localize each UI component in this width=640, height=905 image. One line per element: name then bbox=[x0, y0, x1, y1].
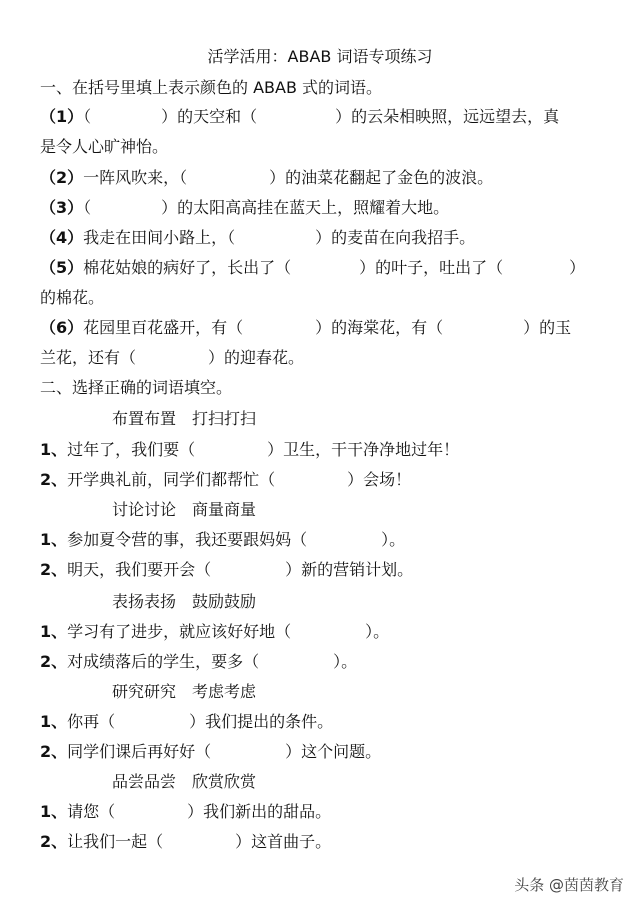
s2-g3-q1: 1、学习有了进步，就应该好好地（ ）。 bbox=[40, 622, 390, 641]
watermark: 头条 @茵茵教育 bbox=[514, 876, 624, 894]
page-title: 活学活用：ABAB 词语专项练习 bbox=[207, 47, 433, 66]
s2-g2-q1: 1、参加夏令营的事，我还要跟妈妈（ ）。 bbox=[40, 530, 406, 549]
s1-q6-line2: 兰花，还有（ ）的迎春花。 bbox=[40, 348, 305, 367]
s2-g3-q2: 2、对成绩落后的学生，要多（ ）。 bbox=[40, 652, 358, 671]
s1-q6-line1: （6）花园里百花盛开，有（ ）的海棠花，有（ ）的玉 bbox=[40, 318, 572, 337]
s2-g2-q2: 2、明天，我们要开会（ ）新的营销计划。 bbox=[40, 560, 414, 579]
word-options: 讨论讨论 商量商量 bbox=[112, 500, 257, 519]
s1-q5-line2: 的棉花。 bbox=[40, 288, 105, 307]
s1-q1-num: （1） bbox=[40, 107, 84, 126]
s1-q4: （4）我走在田间小路上，（ ）的麦苗在向我招手。 bbox=[40, 228, 476, 247]
s2-g1-q1: 1、过年了，我们要（ ）卫生，干干净净地过年！ bbox=[40, 440, 460, 459]
s1-q2: （2）一阵风吹来，（ ）的油菜花翻起了金色的波浪。 bbox=[40, 168, 494, 187]
word-options: 布置布置 打扫打扫 bbox=[112, 409, 257, 428]
section1-heading: 一、在括号里填上表示颜色的 ABAB 式的词语。 bbox=[40, 78, 383, 97]
section2-heading: 二、选择正确的词语填空。 bbox=[40, 378, 233, 397]
word-options: 表扬表扬 鼓励鼓励 bbox=[112, 592, 257, 611]
s2-g1-q2: 2、开学典礼前，同学们都帮忙（ ）会场！ bbox=[40, 470, 412, 489]
s1-q5-line1: （5）棉花姑娘的病好了，长出了（ ）的叶子，吐出了（ ） bbox=[40, 258, 586, 277]
s1-q3: （3）（ ）的太阳高高挂在蓝天上，照耀着大地。 bbox=[40, 198, 450, 217]
s2-g4-q2: 2、同学们课后再好好（ ）这个问题。 bbox=[40, 742, 382, 761]
s2-g4-q1: 1、你再（ ）我们提出的条件。 bbox=[40, 712, 334, 731]
word-options: 品尝品尝 欣赏欣赏 bbox=[112, 772, 257, 791]
word-options: 研究研究 考虑考虑 bbox=[112, 682, 257, 701]
s1-q1-line2: 是令人心旷神怡。 bbox=[40, 137, 169, 156]
s2-g5-q2: 2、让我们一起（ ）这首曲子。 bbox=[40, 832, 332, 851]
s2-g5-q1: 1、请您（ ）我们新出的甜品。 bbox=[40, 802, 332, 821]
s1-q1-line1: （1）（ ）的天空和（ ）的云朵相映照，远远望去，真 bbox=[40, 107, 560, 126]
